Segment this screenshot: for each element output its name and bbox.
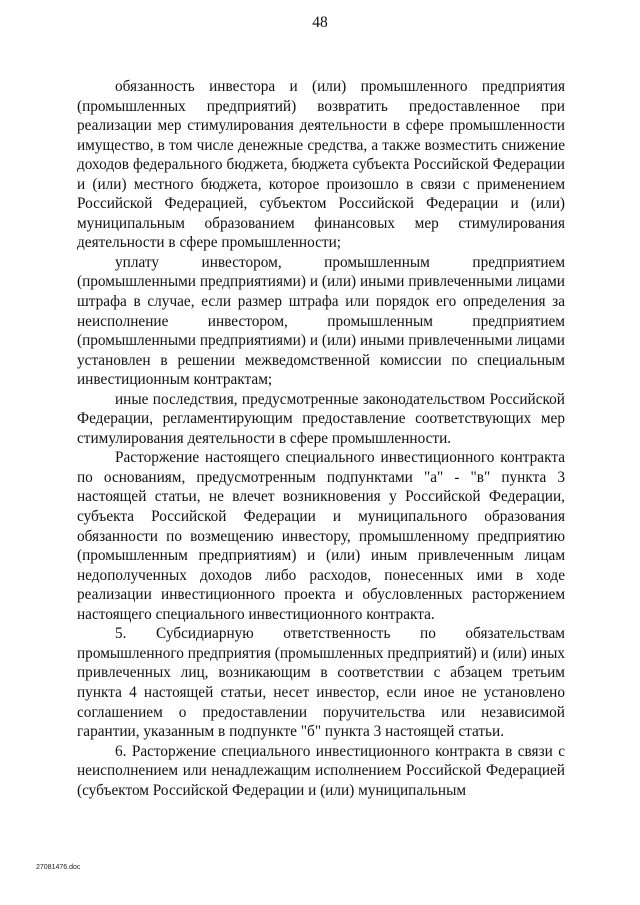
paragraph-item-6-termination: 6. Расторжение специального инвестиционного контракта в связи с неисполнением или ненадлежащим исполнением Российской Федерацией (субъектом Российской Федерации и (или) муниципальным: [77, 742, 565, 799]
document-body: [77, 77, 565, 800]
paragraph-item-5-subsidiary-liability: 5. Субсидиарную ответственность по обязательствам промышленного предприятия (промышленных предприятий) и (или) иных привлеченных лиц, возникающим в соответствии с абзацем третьим пункта 4 настоящей статьи, несет инвестор, если иное не установлено соглашением о предоставлении поручительства или независимой гарантии, указанным в подпункте "б" пункта 3 настоящей статьи.: [77, 625, 565, 741]
paragraph-other-consequences: иные последствия, предусмотренные законодательством Российской Федерации, регламентирующим предоставление соответствующих мер стимулирования деятельности в сфере промышленности.: [77, 390, 565, 447]
page-number: 48: [312, 14, 328, 31]
footer-document-code: 27081476.doc: [36, 864, 81, 871]
paragraph-termination-no-compensation: Расторжение настоящего специального инвестиционного контракта по основаниям, предусмотренным подпунктами "а" - "в" пункта 3 настоящей статьи, не влечет возникновения у Российской Федерации, субъекта Российской Федерации и муниципального образования обязанности по возмещению инвестору, промышленному предприятию (промышленным предприятиям) и (или) иным привлеченным лицам недополученных доходов либо расходов, понесенных ими в ходе реализации инвестиционного проекта и обусловленных расторжением настоящего специального инвестиционного контракта.: [77, 449, 565, 623]
paragraph-obligation-return: обязанность инвестора и (или) промышленного предприятия (промышленных предприятий) возвратить предоставленное при реализации мер стимулирования деятельности в сфере промышленности имущество, в том числе денежные средства, а также возместить снижение доходов федерального бюджета, бюджета субъекта Российской Федерации и (или) местного бюджета, которое произошло в связи с применением Российской Федерацией, субъектом Российской Федерации и (или) муниципальным образованием финансовых мер стимулирования деятельности в сфере промышленности;: [77, 78, 565, 252]
paragraph-fine-payment: уплату инвестором, промышленным предприятием (промышленными предприятиями) и (или) иными привлеченными лицами штрафа в случае, если размер штрафа или порядок его определения за неисполнение инвестором, промышленным предприятием (промышленными предприятиями) и (или) иными привлеченными лицами установлен в решении межведомственной комиссии по специальным инвестиционным контрактам;: [77, 253, 565, 389]
